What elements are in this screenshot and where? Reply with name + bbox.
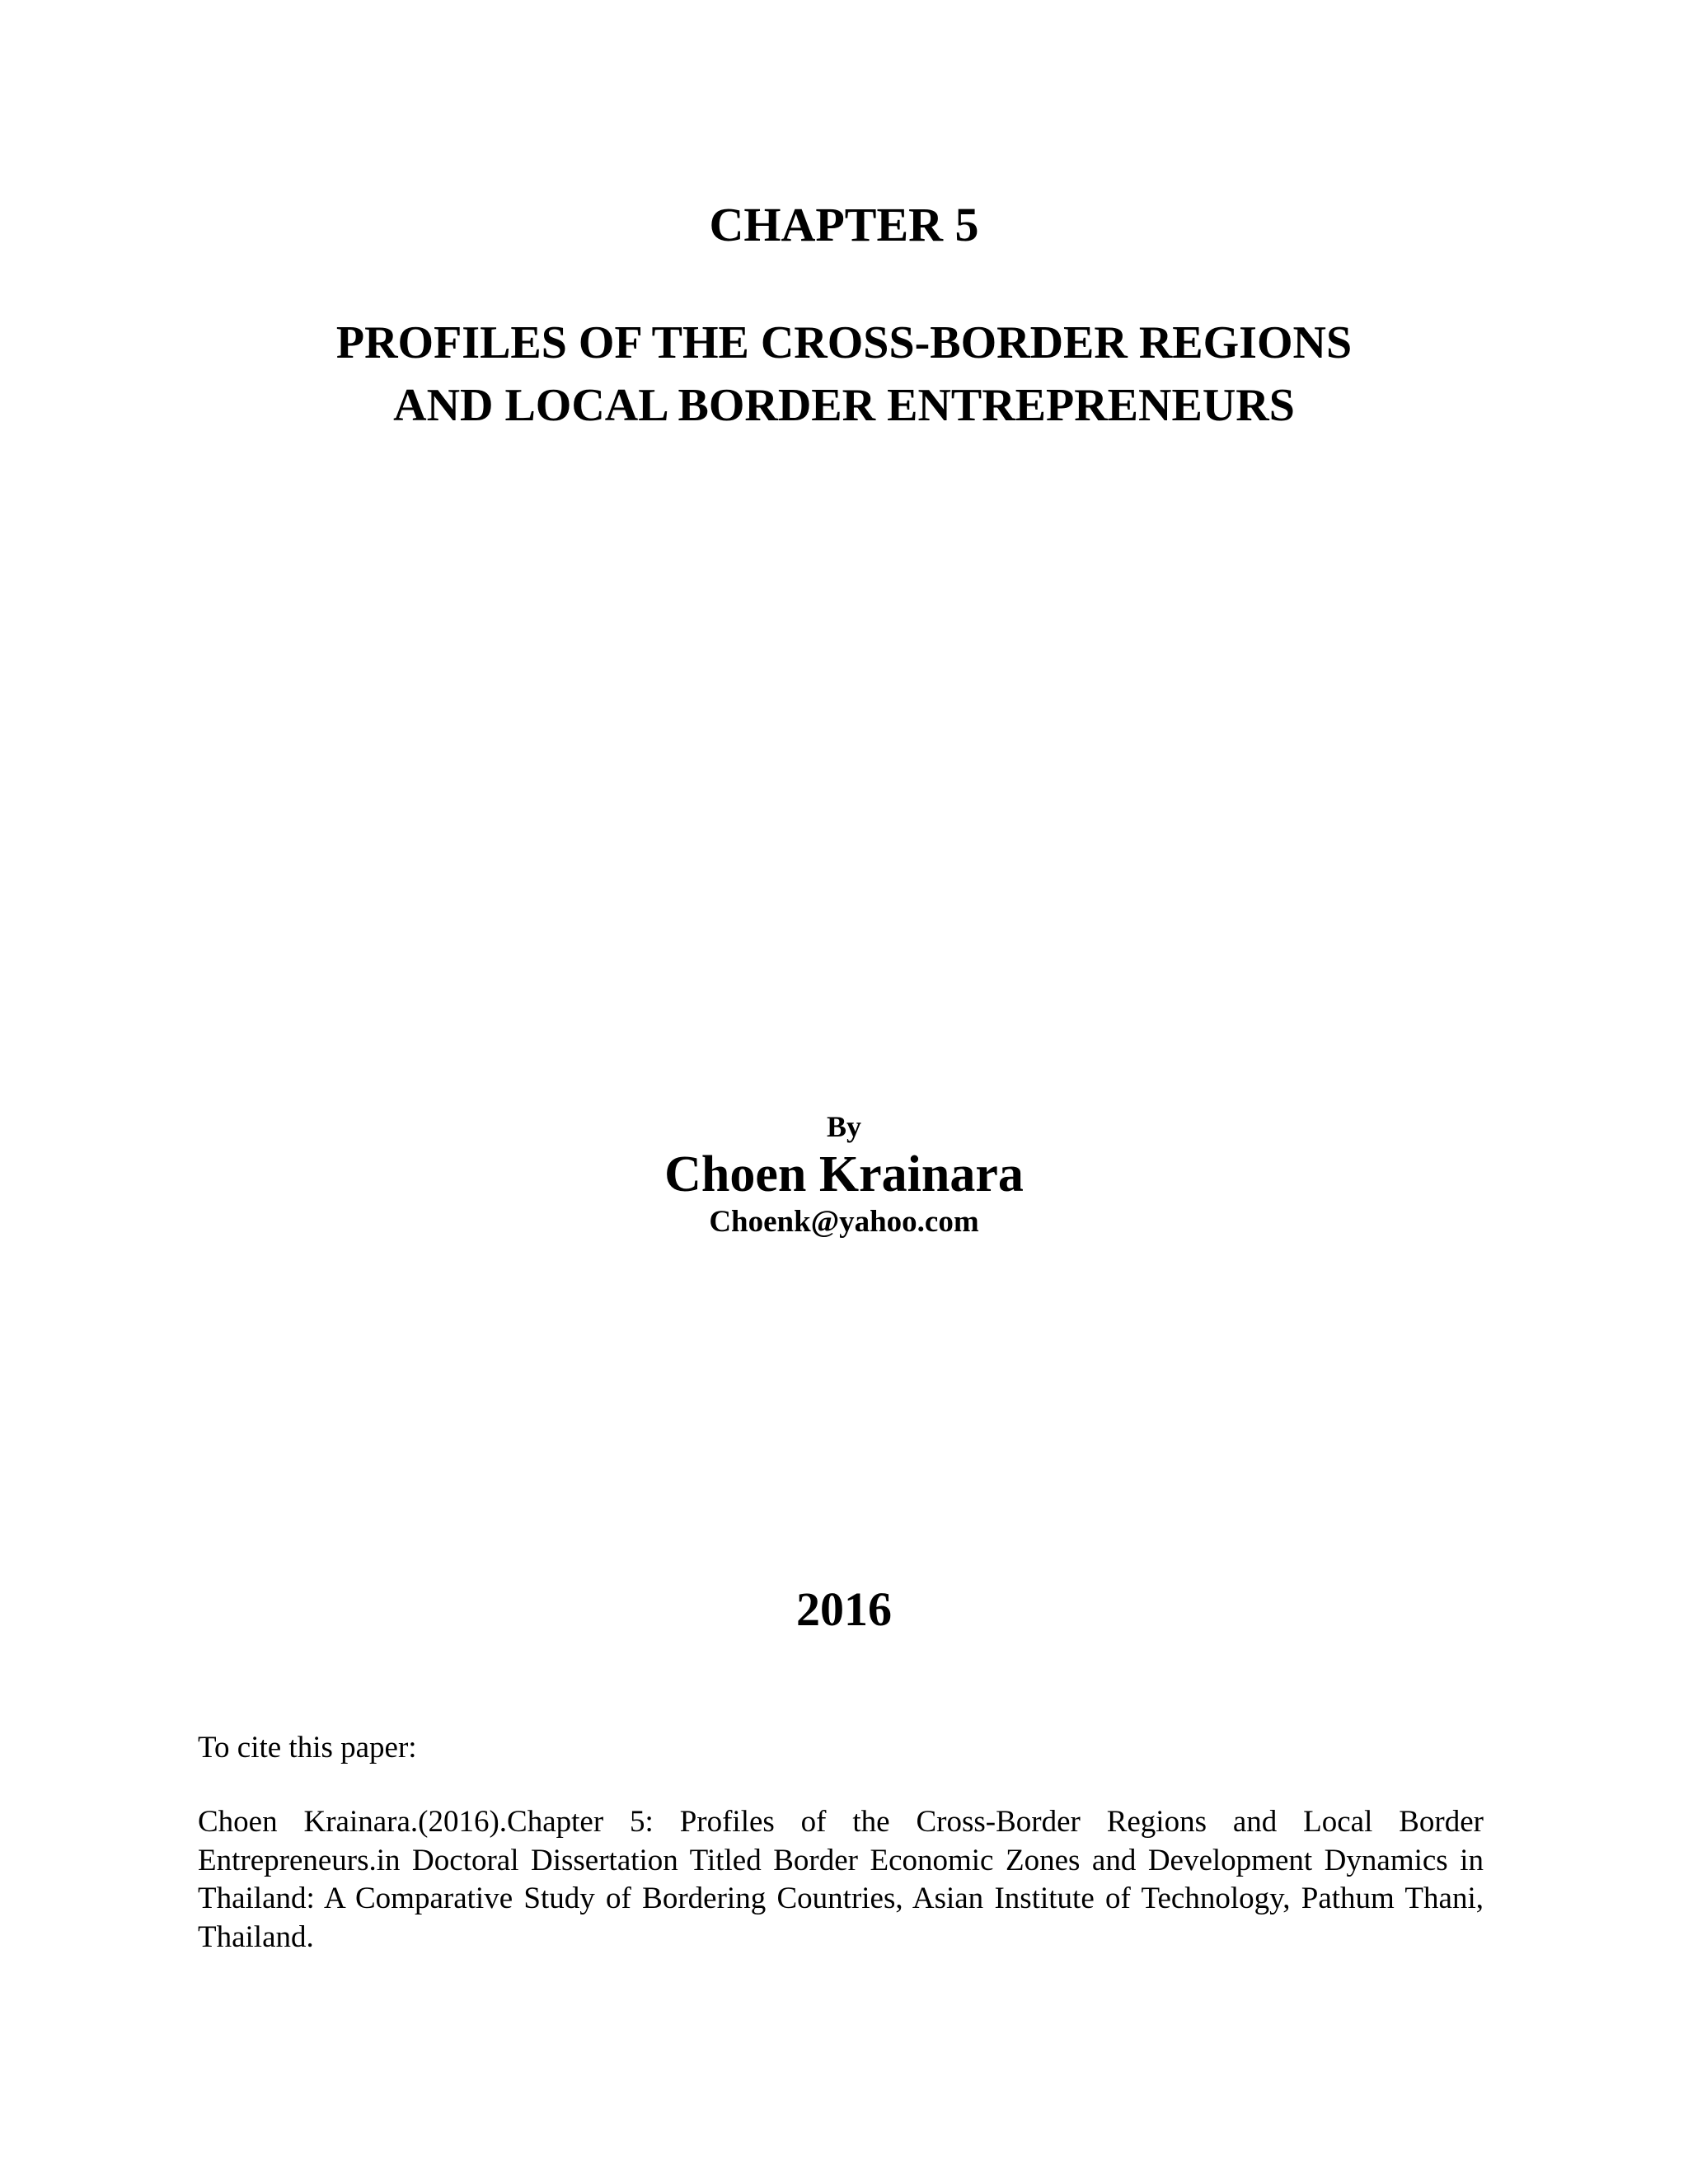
chapter-title-line-2: AND LOCAL BORDER ENTREPRENEURS bbox=[393, 380, 1295, 431]
by-label: By bbox=[826, 1110, 861, 1143]
chapter-title bbox=[0, 312, 1688, 437]
citation-text: Choen Krainara.(2016).Chapter 5: Profiles of the Cross-Border Regions and Local Border Entrepreneurs.in Doctoral Dissertation Titled Border Economic Zones and Development Dynamics in Thailand: A Comparative Study of Bordering Countries, Asian Institute of Technology, Pathum Thani, Thailand. bbox=[198, 1805, 1484, 1954]
author-email: Choenk@yahoo.com bbox=[709, 1205, 979, 1239]
cite-label: To cite this paper: bbox=[198, 1731, 417, 1765]
chapter-heading: CHAPTER 5 bbox=[709, 198, 979, 251]
author-name: Choen Krainara bbox=[664, 1146, 1024, 1202]
chapter-title-line-1: PROFILES OF THE CROSS-BORDER REGIONS bbox=[335, 317, 1353, 368]
publication-year: 2016 bbox=[796, 1582, 892, 1636]
